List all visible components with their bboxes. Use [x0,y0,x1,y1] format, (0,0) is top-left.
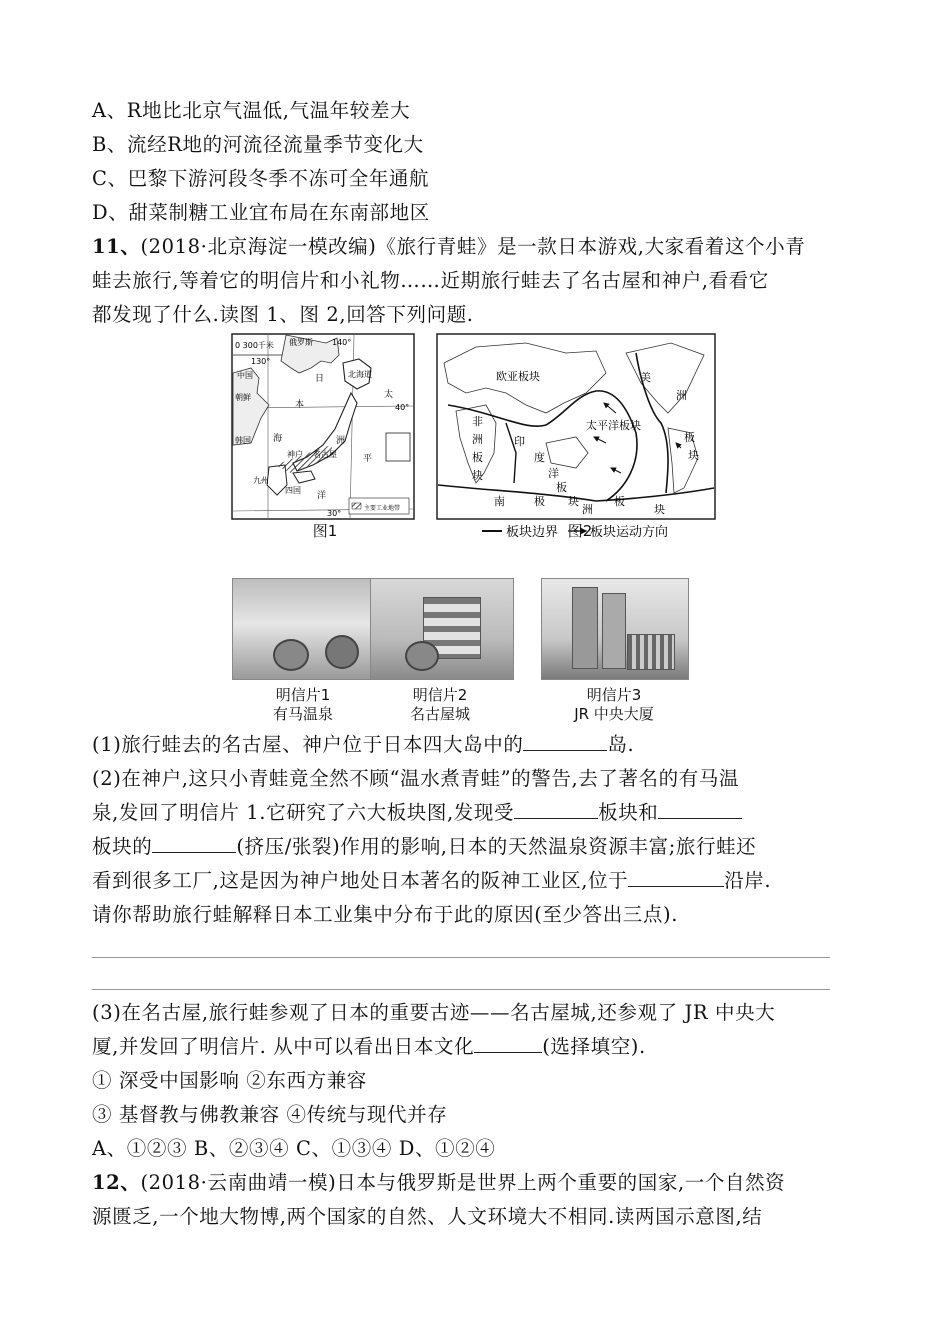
q11-choices-line2: ③ 基督教与佛教兼容 ④传统与现代并存 [92,1103,448,1126]
postcard3-title: 明信片3 [586,686,642,704]
answer-blank[interactable] [152,834,236,853]
label-ri: 日 [315,374,325,384]
answer-blank[interactable] [658,800,742,819]
label-china: 中国 [237,371,253,380]
answer-line[interactable] [92,989,830,990]
answer-blank[interactable] [523,732,607,751]
tower-icon [602,593,626,669]
label-hokkaido: 北海道 [348,370,372,379]
q11-intro-line1 [92,234,805,260]
answer-blank[interactable] [474,1034,542,1053]
q11-part2-text: 看到很多工厂,这是因为神户地处日本著名的阪神工业区,位于 [92,869,629,892]
answer-blank[interactable] [514,800,598,819]
label-mei: 美 [640,371,651,384]
q11-part2-line3 [92,834,756,860]
label-fei: 非 [472,415,483,428]
label-zhou-an: 洲 [582,503,593,516]
label-korea: 韩国 [235,436,251,445]
label-ban-af: 板 [472,451,483,464]
label-nan: 南 [494,495,505,508]
label-130: 130° [251,357,271,366]
q11-part2-text: 板块和 [598,801,659,824]
postcard2-image [370,578,514,680]
q11-part3-text: 厦,并发回了明信片. 从中可以看出日本文化 [92,1035,475,1058]
q11-answer-options: A、①②③ B、②③④ C、①③④ D、①②④ [92,1137,496,1160]
label-eurasia-plate: 欧亚板块 [496,370,540,383]
q12-line1 [92,1170,785,1196]
q11-part3-line1: (3)在名古屋,旅行蛙参观了日本的重要古迹——名古屋城,还参观了 JR 中央大 [92,1001,776,1024]
q11-part2-text: 板块的 [92,835,153,858]
q11-part2-text: 泉,发回了明信片 1.它研究了六大板块图,发现受 [92,801,515,824]
figure2-caption: 图2 [567,522,593,540]
legend-boundary-label: 板块边界 [506,525,559,540]
label-kuai-io: 块 [568,495,579,508]
postcard2-name: 名古屋城 [409,705,470,723]
figure1-japan-map [231,333,415,520]
postcard1-name: 有马温泉 [272,705,333,723]
label-kuai-am: 块 [688,449,699,462]
q11-part1-text: (1)旅行蛙去的名古屋、神户位于日本四大岛中的 [92,733,524,756]
postcard1-title: 明信片1 [275,686,331,704]
label-pacific-plate: 太平洋板块 [586,419,641,432]
q12-source: (2018·云南曲靖一模) [140,1171,337,1194]
label-40: 40° [395,403,410,412]
figure1-scale: 0 300千米 [235,341,274,350]
label-140: 140° [332,338,352,347]
label-kyushu: 九州 [253,476,269,485]
frog-icon [405,641,439,671]
q11-number: 11、 [92,235,141,258]
answer-line[interactable] [92,957,830,958]
option-b: B、流经R地的河流径流量季节变化大 [92,133,424,156]
label-ping: 平 [363,454,373,464]
label-shikoku: 四国 [285,486,301,495]
label-zhou-af: 洲 [472,433,483,446]
label-30: 30° [327,509,342,518]
label-ban-io: 板 [556,481,567,494]
label-yin: 印 [514,435,525,448]
postcard3-name: JR 中央大厦 [574,705,654,723]
label-yang-io: 洋 [548,467,559,480]
q11-part1 [92,732,634,758]
figure2-plate-map [436,333,716,543]
label-zhou-am: 洲 [676,389,687,402]
label-ban-am: 板 [684,431,695,444]
frog-icon [325,635,359,669]
label-du: 度 [534,451,545,464]
q11-part2-line4 [92,868,771,894]
q11-intro-line3: 都发现了什么.读图 1、图 2,回答下列问题. [92,303,474,326]
option-d: D、甜菜制糖工业宜布局在东南部地区 [92,201,430,224]
label-kuai-af: 块 [472,469,483,482]
label-ben: 本 [295,400,305,410]
q11-part3-line2 [92,1034,646,1060]
q11-choices-line1: ① 深受中国影响 ②东西方兼容 [92,1069,367,1092]
q11-part2-line2 [92,800,742,826]
label-industrial-belt: 主要工业地带 [364,505,401,512]
q11-part2-text: (挤压/张裂)作用的影响,日本的天然温泉资源丰富;旅行蛙还 [236,835,757,858]
label-kobe: 神户 [287,450,303,459]
frog-icon [273,639,309,671]
label-kuai-an: 块 [654,503,665,516]
q12-text: 日本与俄罗斯是世界上两个重要的国家,一个自然资 [336,1171,786,1194]
q11-part2-line5: 请你帮助旅行蛙解释日本工业集中分布于此的原因(至少答出三点). [92,903,679,926]
postcard1-image [232,578,376,680]
q12-number: 12、 [92,1171,141,1194]
q11-part2-text: 沿岸. [724,869,772,892]
option-a: A、R地比北京气温低,气温年较差大 [92,99,411,122]
q11-part1-suffix: 岛. [607,733,635,756]
label-russia: 俄罗斯 [289,338,313,347]
building-icon [627,634,675,670]
figure1-caption: 图1 [312,522,338,540]
q11-intro-text: 《旅行青蛙》是一款日本游戏,大家看着这个小青 [376,235,806,258]
option-c: C、巴黎下游河段冬季不冻可全年通航 [92,167,430,190]
q11-part3-text: (选择填空). [542,1035,646,1058]
label-ji: 极 [534,495,545,508]
q11-part2-line1: (2)在神户,这只小青蛙竟全然不顾“温水煮青蛙”的警告,去了著名的有马温 [92,767,740,790]
label-korea-north: 朝鲜 [235,393,251,402]
label-nagoya: 名古屋 [313,450,337,459]
postcard3-image [541,578,689,680]
legend-motion-label: 板块运动方向 [590,525,669,540]
postcard2-title: 明信片2 [412,686,468,704]
label-hai: 海 [273,434,283,444]
q11-source: (2018·北京海淀一模改编) [140,235,377,258]
q12-line2: 源匮乏,一个地大物博,两个国家的自然、人文环境大不相同.读两国示意图,结 [92,1205,763,1228]
label-ban-an: 板 [614,495,625,508]
label-tai: 太 [384,390,394,400]
tower-icon [572,587,598,669]
q11-intro-line2: 蛙去旅行,等着它的明信片和小礼物……近期旅行蛙去了名古屋和神户,看看它 [92,269,769,292]
label-zhou: 洲 [336,436,346,446]
label-yang: 洋 [317,491,327,501]
answer-blank[interactable] [628,868,724,887]
